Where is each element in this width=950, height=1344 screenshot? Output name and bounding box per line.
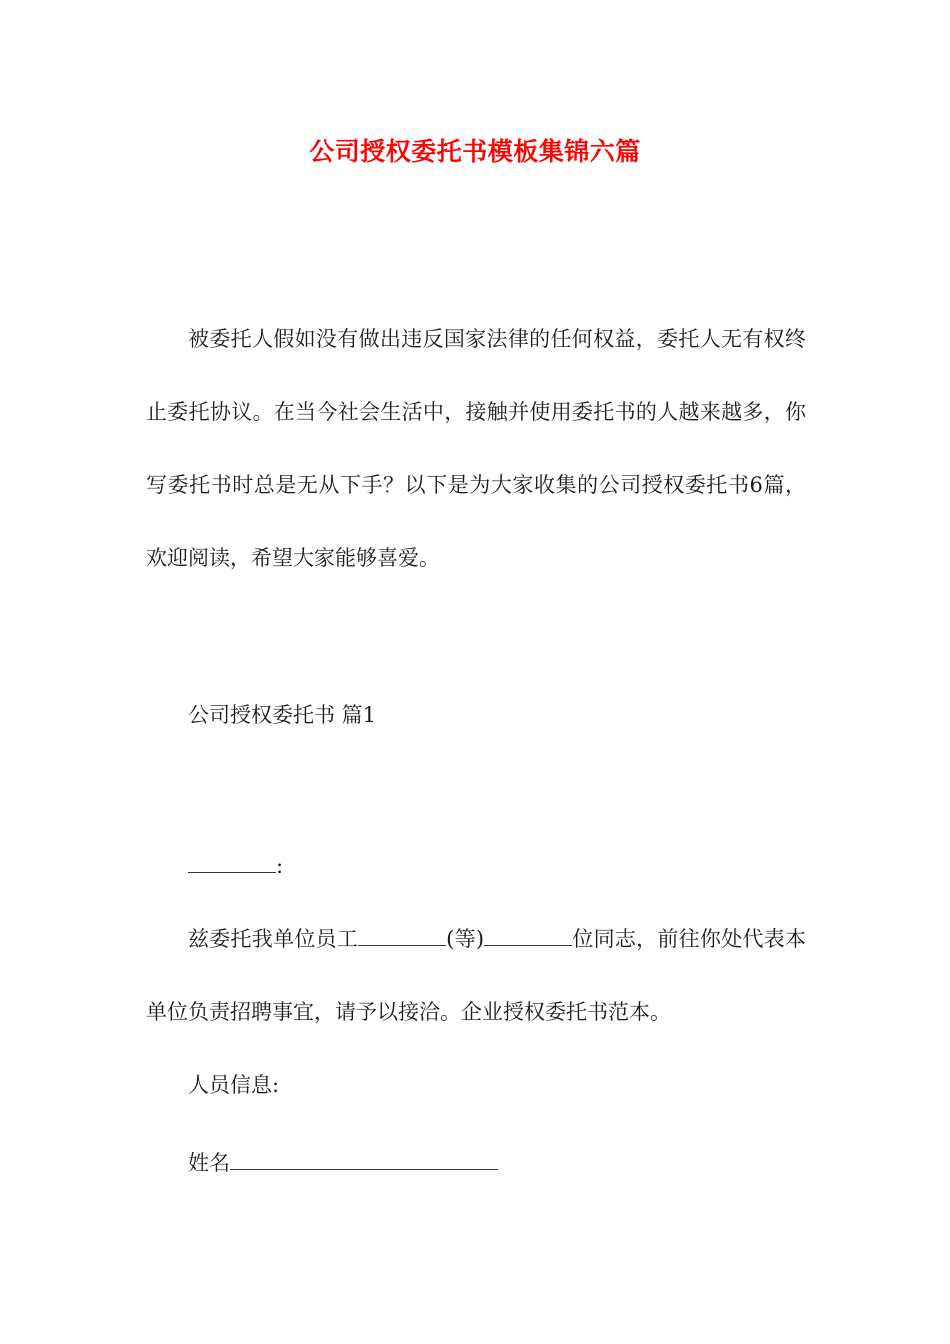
name-label: 姓名	[188, 1151, 230, 1175]
addressee-colon: :	[276, 854, 284, 878]
intro-paragraph: 被委托人假如没有做出违反国家法律的任何权益，委托人无有权终止委托协议。在当今社会生活中，接触并使用委托书的人越来越多，你写委托书时总是无从下手？以下是为大家收集的公司授权委托书6篇，欢迎阅读，希望大家能够喜爱。	[146, 327, 806, 570]
employee-blank	[358, 923, 446, 946]
addressee-line	[188, 850, 283, 881]
info-label: 人员信息:	[188, 1073, 280, 1097]
document-title: 公司授权委托书模板集锦六篇	[309, 137, 641, 166]
addressee-blank	[188, 850, 276, 873]
delegation-text-1: 兹委托我单位员工	[188, 927, 359, 951]
name-line	[188, 1147, 498, 1178]
delegation-paragraph	[146, 903, 806, 1049]
name-blank	[230, 1147, 498, 1170]
section-heading: 公司授权委托书 篇1	[188, 703, 377, 727]
delegation-text-2: (等)	[446, 927, 485, 951]
count-blank	[484, 923, 572, 946]
delegation-text-3: 位同志，前往你处代表本单位负责招聘事宜，请予以接洽。企业授权委托书范本。	[146, 927, 806, 1024]
